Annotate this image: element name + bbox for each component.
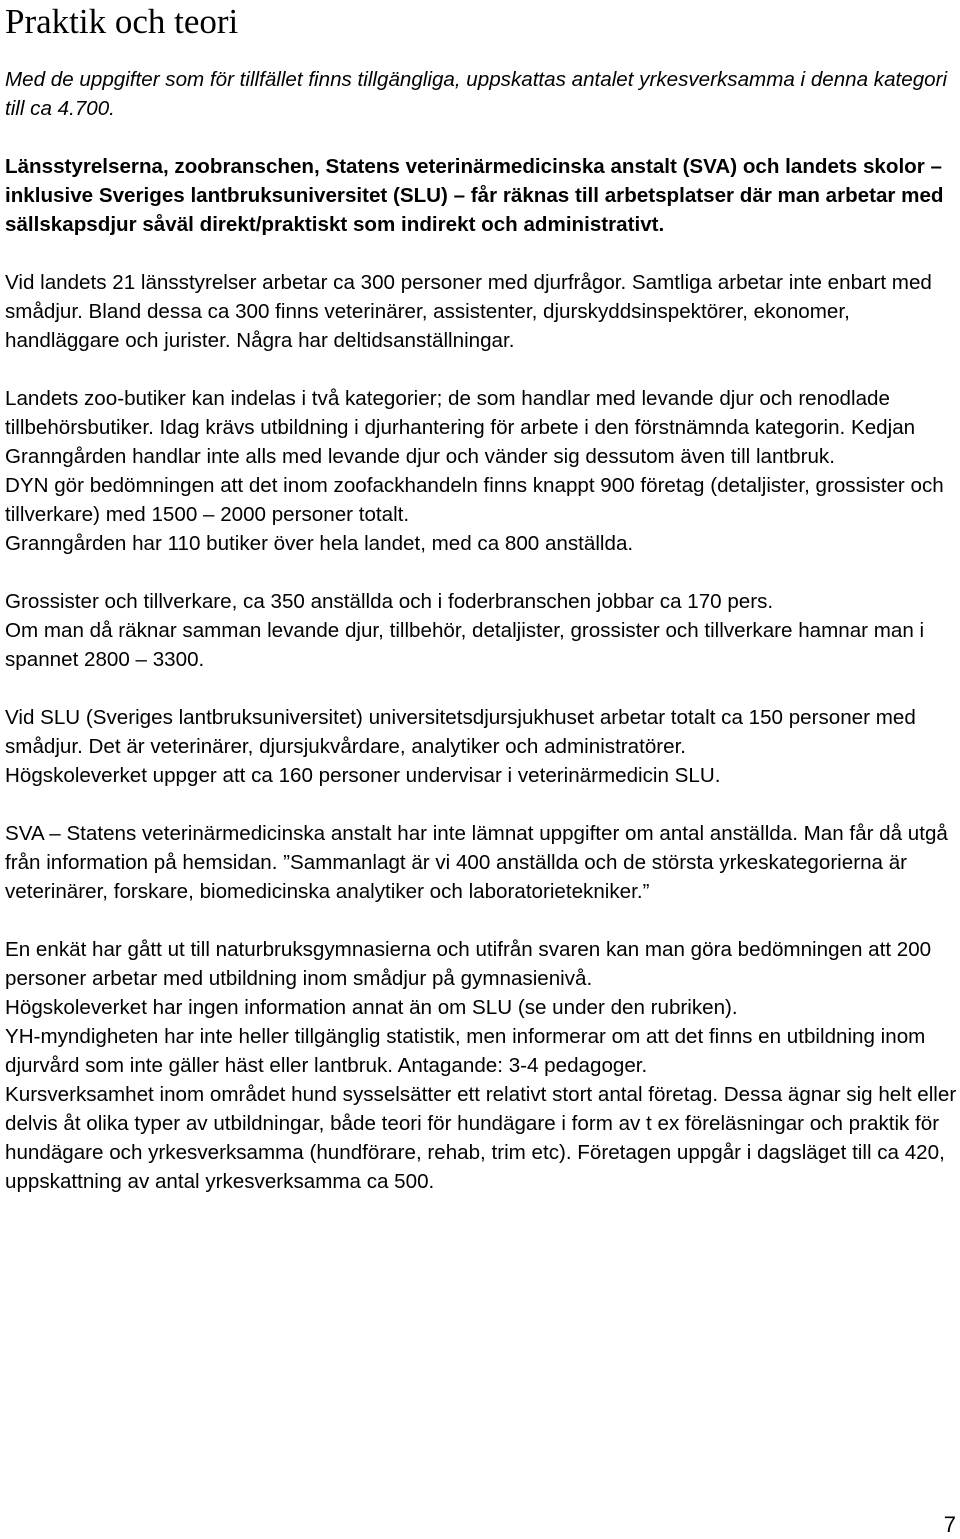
enkat-paragraph-3: YH-myndigheten har inte heller tillgänglig statistik, men informerar om att det finns en utbildning inom djurvård som inte gäller häst eller lantbruk. Antagande: 3-4 pedagoger.	[5, 1025, 926, 1077]
document-page	[5, 0, 957, 1196]
zoo-paragraph-3: Granngården har 110 butiker över hela landet, med ca 800 anställda.	[5, 532, 634, 555]
page-number: 7	[943, 1512, 956, 1537]
enkat-paragraph-1: En enkät har gått ut till naturbruksgymnasierna och utifrån svaren kan man göra bedömningen att 200 personer arbetar med utbildning inom smådjur på gymnasienivå.	[5, 938, 932, 990]
enkat-paragraph-2: Högskoleverket har ingen information annat än om SLU (se under den rubriken).	[5, 996, 738, 1019]
workplaces-paragraph: Länsstyrelserna, zoobranschen, Statens veterinärmedicinska anstalt (SVA) och landets skolor – inklusive Sveriges lantbruksuniversitet (SLU) – får räknas till arbetsplatser där man arbetar med sällskapsdjur såväl direkt/praktiskt som indirekt och administrativt.	[5, 155, 944, 236]
slu-paragraph-2: Högskoleverket uppger att ca 160 personer undervisar i veterinärmedicin SLU.	[5, 764, 721, 787]
zoo-paragraph-1: Landets zoo-butiker kan indelas i två kategorier; de som handlar med levande djur och renodlade tillbehörsbutiker. Idag krävs utbildning i djurhantering för arbete i den förstnämnda kategorin. Kedjan Granngården handlar inte alls med levande djur och vänder sig dessutom även till lantbruk.	[5, 387, 916, 468]
intro-paragraph: Med de uppgifter som för tillfället finns tillgängliga, uppskattas antalet yrkesverksamma i denna kategori till ca 4.700.	[5, 68, 948, 120]
zoo-paragraph-2: DYN gör bedömningen att det inom zoofackhandeln finns knappt 900 företag (detaljister, grossister och tillverkare) med 1500 – 2000 personer totalt.	[5, 474, 944, 526]
page-title: Praktik och teori	[5, 2, 239, 41]
grossister-paragraph-2: Om man då räknar samman levande djur, tillbehör, detaljister, grossister och tillverkare hamnar man i spannet 2800 – 3300.	[5, 619, 925, 671]
sva-paragraph: SVA – Statens veterinärmedicinska anstalt har inte lämnat uppgifter om antal anställda. Man får då utgå från information på hemsidan. ”Sammanlagt är vi 400 anställda och de största yrkeskategorierna är veterinärer, forskare, biomedicinska analytiker och laboratorietekniker.”	[5, 822, 948, 903]
grossister-paragraph-1: Grossister och tillverkare, ca 350 anställda och i foderbranschen jobbar ca 170 pers.	[5, 590, 774, 613]
lansstyrelser-paragraph: Vid landets 21 länsstyrelser arbetar ca 300 personer med djurfrågor. Samtliga arbetar inte enbart med smådjur. Bland dessa ca 300 finns veterinärer, assistenter, djurskyddsinspektörer, ekonomer, handläggare och jurister. Några har deltidsanställningar.	[5, 271, 932, 352]
enkat-paragraph-4: Kursverksamhet inom området hund sysselsätter ett relativt stort antal företag. Dessa ägnar sig helt eller delvis åt olika typer av utbildningar, både teori för hundägare i form av t ex föreläsningar och praktik för hundägare och yrkesverksamma (hundförare, rehab, trim etc). Företagen uppgår i dagsläget till ca 420, uppskattning av antal yrkesverksamma ca 500.	[5, 1083, 957, 1193]
slu-paragraph-1: Vid SLU (Sveriges lantbruksuniversitet) universitetsdjursjukhuset arbetar totalt ca 150 personer med smådjur. Det är veterinärer, djursjukvårdare, analytiker och administratörer.	[5, 706, 916, 758]
